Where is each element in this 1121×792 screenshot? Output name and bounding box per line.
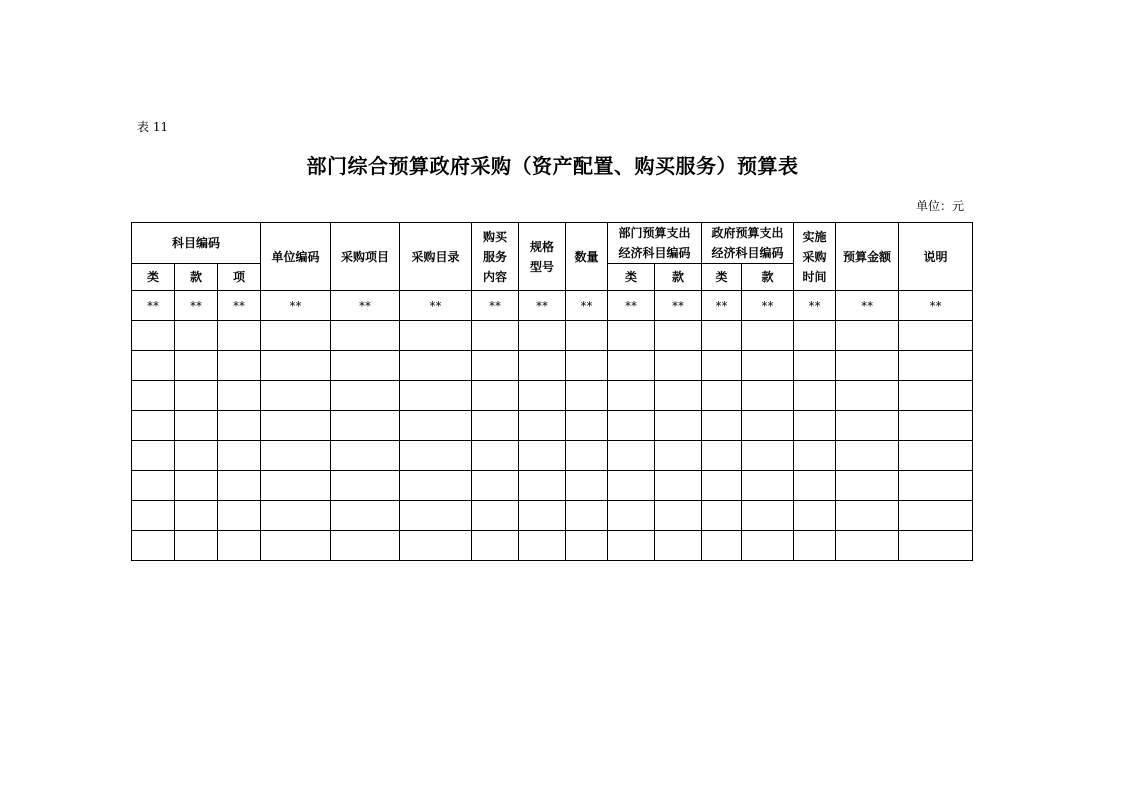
table-body [132, 291, 973, 561]
table-cell [218, 321, 261, 351]
table-cell [175, 351, 218, 381]
table-cell [899, 471, 973, 501]
table-cell [519, 411, 566, 441]
table-cell [519, 351, 566, 381]
table-cell [608, 351, 655, 381]
budget-table [131, 222, 973, 561]
table-cell [331, 411, 400, 441]
table-cell [899, 501, 973, 531]
table-cell: ** [331, 291, 400, 321]
table-cell [400, 531, 472, 561]
header-subject-code: 科目编码 [132, 223, 261, 264]
table-cell [655, 531, 702, 561]
table-cell [608, 531, 655, 561]
table-cell [400, 411, 472, 441]
table-cell [836, 531, 899, 561]
table-cell [742, 441, 794, 471]
table-cell [519, 381, 566, 411]
table-cell [566, 441, 608, 471]
table-cell: ** [400, 291, 472, 321]
table-row [132, 441, 973, 471]
table-cell [400, 321, 472, 351]
header-dept-econ-code: 部门预算支出 经济科目编码 [608, 223, 702, 264]
header-gov-lei: 类 [702, 264, 742, 291]
table-cell [742, 471, 794, 501]
table-cell [261, 351, 331, 381]
table-cell [655, 471, 702, 501]
table-cell [655, 501, 702, 531]
table-cell [261, 321, 331, 351]
table-cell [218, 471, 261, 501]
table-cell [702, 351, 742, 381]
header-row-1 [132, 223, 973, 264]
table-row [132, 501, 973, 531]
table-cell [132, 531, 175, 561]
header-budget-amount: 预算金额 [836, 223, 899, 291]
table-cell [519, 471, 566, 501]
header-dept-lei: 类 [608, 264, 655, 291]
table-cell [608, 381, 655, 411]
table-cell [702, 381, 742, 411]
table-cell [836, 411, 899, 441]
table-cell [132, 471, 175, 501]
table-cell: ** [218, 291, 261, 321]
table-cell [655, 411, 702, 441]
table-cell [794, 531, 836, 561]
table-row [132, 291, 973, 321]
table-cell [702, 441, 742, 471]
table-cell [566, 501, 608, 531]
table-cell [472, 441, 519, 471]
table-cell [472, 471, 519, 501]
table-cell [400, 471, 472, 501]
table-cell [702, 411, 742, 441]
table-cell [472, 531, 519, 561]
table-cell [400, 501, 472, 531]
table-cell [836, 501, 899, 531]
table-cell [218, 501, 261, 531]
table-cell: ** [794, 291, 836, 321]
header-gov-kuan: 款 [742, 264, 794, 291]
table-cell [175, 441, 218, 471]
table-cell [218, 351, 261, 381]
unit-label: 单位：元 [916, 199, 965, 213]
header-lei: 类 [132, 264, 175, 291]
table-cell [400, 441, 472, 471]
header-dept-kuan: 款 [655, 264, 702, 291]
table-row [132, 321, 973, 351]
header-kuan: 款 [175, 264, 218, 291]
table-cell [331, 501, 400, 531]
table-cell [702, 321, 742, 351]
table-cell [472, 381, 519, 411]
table-cell [472, 321, 519, 351]
table-cell [132, 441, 175, 471]
table-row [132, 531, 973, 561]
table-cell [836, 471, 899, 501]
table-cell [331, 381, 400, 411]
table-cell [794, 351, 836, 381]
table-cell [331, 351, 400, 381]
table-cell [702, 531, 742, 561]
table-cell [742, 411, 794, 441]
table-cell [132, 321, 175, 351]
table-cell [794, 381, 836, 411]
table-cell [132, 411, 175, 441]
table-cell [836, 441, 899, 471]
table-cell [608, 441, 655, 471]
table-row [132, 381, 973, 411]
table-cell [175, 411, 218, 441]
table-row [132, 351, 973, 381]
table-cell [794, 441, 836, 471]
table-cell [261, 381, 331, 411]
table-cell [218, 441, 261, 471]
table-cell [472, 411, 519, 441]
table-cell [175, 321, 218, 351]
table-cell [331, 531, 400, 561]
table-cell [175, 501, 218, 531]
table-cell [261, 531, 331, 561]
table-cell [794, 501, 836, 531]
table-cell: ** [836, 291, 899, 321]
table-cell [566, 471, 608, 501]
table-cell: ** [899, 291, 973, 321]
table-cell [566, 411, 608, 441]
header-remark: 说明 [899, 223, 973, 291]
page-title: 部门综合预算政府采购（资产配置、购买服务）预算表 [306, 154, 799, 178]
table-cell [261, 411, 331, 441]
table-cell [836, 321, 899, 351]
table-cell [655, 321, 702, 351]
table-cell [655, 441, 702, 471]
table-cell [742, 351, 794, 381]
table-cell [566, 321, 608, 351]
table-number: 表 11 [137, 120, 169, 134]
table-cell: ** [519, 291, 566, 321]
table-cell [218, 531, 261, 561]
table-cell [836, 351, 899, 381]
header-procure-time: 实施 采购 时间 [794, 223, 836, 291]
header-procurement-catalog: 采购目录 [400, 223, 472, 291]
table-cell [655, 351, 702, 381]
table-cell [175, 531, 218, 561]
table-cell [899, 381, 973, 411]
table-cell: ** [702, 291, 742, 321]
table-cell: ** [472, 291, 519, 321]
table-cell [655, 381, 702, 411]
table-cell: ** [742, 291, 794, 321]
table-cell [519, 441, 566, 471]
table-cell [331, 321, 400, 351]
table-cell [519, 531, 566, 561]
table-cell [519, 501, 566, 531]
table-cell [702, 471, 742, 501]
table-cell [742, 321, 794, 351]
table-cell [608, 471, 655, 501]
header-gov-econ-code: 政府预算支出 经济科目编码 [702, 223, 794, 264]
header-xiang: 项 [218, 264, 261, 291]
table-cell [742, 531, 794, 561]
table-cell [794, 321, 836, 351]
table-cell [899, 531, 973, 561]
table-cell [608, 501, 655, 531]
table-cell [794, 471, 836, 501]
table-cell [608, 411, 655, 441]
table-cell [472, 501, 519, 531]
table-cell [331, 441, 400, 471]
table-cell [742, 501, 794, 531]
table-cell [742, 381, 794, 411]
table-cell [899, 321, 973, 351]
header-quantity: 数量 [566, 223, 608, 291]
table-cell [794, 411, 836, 441]
table-cell: ** [608, 291, 655, 321]
table-cell [331, 471, 400, 501]
table-cell [472, 351, 519, 381]
table-cell [218, 381, 261, 411]
table-cell [261, 501, 331, 531]
table-cell [132, 381, 175, 411]
table-cell [261, 471, 331, 501]
table-row [132, 411, 973, 441]
header-procurement-project: 采购项目 [331, 223, 400, 291]
header-spec-model: 规格 型号 [519, 223, 566, 291]
table-cell: ** [132, 291, 175, 321]
table-cell: ** [261, 291, 331, 321]
table-cell: ** [655, 291, 702, 321]
table-cell [608, 321, 655, 351]
table-cell [132, 501, 175, 531]
table-cell [899, 441, 973, 471]
table-cell [566, 351, 608, 381]
table-cell [261, 441, 331, 471]
table-cell [400, 351, 472, 381]
table-cell [175, 381, 218, 411]
table-cell [899, 411, 973, 441]
table-cell [899, 351, 973, 381]
table-cell [519, 321, 566, 351]
table-cell [400, 381, 472, 411]
table-cell: ** [566, 291, 608, 321]
table-cell [566, 381, 608, 411]
table-cell [175, 471, 218, 501]
header-service-content: 购买 服务 内容 [472, 223, 519, 291]
table-cell: ** [175, 291, 218, 321]
table-row [132, 471, 973, 501]
table-cell [218, 411, 261, 441]
table-cell [132, 351, 175, 381]
table-cell [702, 501, 742, 531]
table-cell [836, 381, 899, 411]
header-unit-code: 单位编码 [261, 223, 331, 291]
table-cell [566, 531, 608, 561]
